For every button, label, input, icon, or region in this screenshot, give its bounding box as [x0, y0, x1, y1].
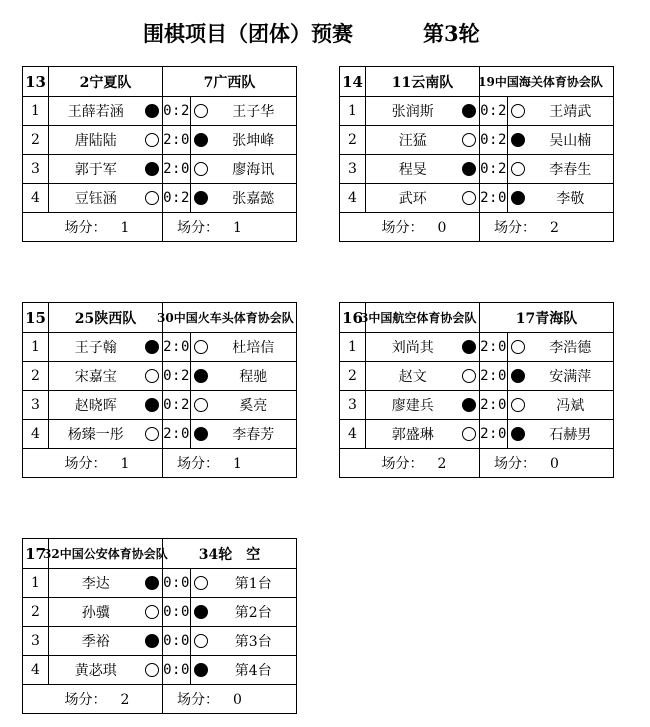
player-a: 王薛若涵	[49, 97, 143, 126]
player-b: 第1台	[211, 569, 297, 598]
board-row	[340, 391, 614, 420]
board-number: 1	[23, 333, 49, 362]
board-number: 3	[23, 155, 49, 184]
points-a-label: 场分：	[64, 456, 107, 472]
team-a-name	[366, 67, 480, 97]
points-b	[480, 213, 614, 242]
points-a-value: 0	[437, 220, 447, 236]
stone-b-cell	[191, 627, 211, 656]
stone-a-cell	[143, 656, 163, 685]
points-b-label: 场分：	[494, 456, 537, 472]
points-a-value: 2	[120, 692, 130, 708]
white-stone-icon	[511, 162, 525, 176]
player-b: 廖海讯	[211, 155, 297, 184]
board-score: 0:0	[163, 598, 191, 627]
player-a: 赵文	[366, 362, 460, 391]
stone-b-cell	[508, 420, 528, 449]
white-stone-icon	[462, 191, 476, 205]
white-stone-icon	[194, 576, 208, 590]
team-b-name	[480, 67, 614, 97]
stone-a-cell	[143, 362, 163, 391]
black-stone-icon	[145, 162, 159, 176]
team-b-label: 7广西队	[203, 74, 256, 91]
team-a-label: 11云南队	[391, 74, 454, 91]
player-b: 第4台	[211, 656, 297, 685]
black-stone-icon	[145, 340, 159, 354]
board-row	[23, 569, 297, 598]
points-a	[49, 685, 163, 714]
stone-b-cell	[191, 656, 211, 685]
white-stone-icon	[511, 398, 525, 412]
table-number: 15	[23, 303, 49, 333]
white-stone-icon	[194, 104, 208, 118]
black-stone-icon	[194, 369, 208, 383]
board-number: 1	[340, 333, 366, 362]
stone-a-cell	[143, 391, 163, 420]
stone-b-cell	[191, 420, 211, 449]
player-a: 杨臻一彤	[49, 420, 143, 449]
stone-b-cell	[191, 362, 211, 391]
player-a: 王子翰	[49, 333, 143, 362]
match-table	[339, 302, 613, 476]
stone-b-cell	[191, 97, 211, 126]
white-stone-icon	[145, 427, 159, 441]
table-number: 13	[23, 67, 49, 97]
stone-b-cell	[508, 362, 528, 391]
board-row	[23, 420, 297, 449]
points-spacer	[340, 449, 366, 478]
white-stone-icon	[145, 133, 159, 147]
board-score: 0:2	[163, 362, 191, 391]
table-number: 16	[340, 303, 366, 333]
board-row	[23, 391, 297, 420]
white-stone-icon	[145, 605, 159, 619]
player-a: 汪猛	[366, 126, 460, 155]
points-b-value: 1	[233, 456, 242, 472]
table-number: 17	[23, 539, 49, 569]
team-b-name	[480, 303, 614, 333]
points-b	[163, 213, 297, 242]
black-stone-icon	[194, 605, 208, 619]
player-b: 张嘉懿	[211, 184, 297, 213]
table-number: 14	[340, 67, 366, 97]
player-b: 吴山楠	[528, 126, 614, 155]
black-stone-icon	[194, 133, 208, 147]
player-a: 赵晓晖	[49, 391, 143, 420]
player-b: 奚亮	[211, 391, 297, 420]
stone-a-cell	[460, 97, 480, 126]
points-row	[340, 449, 614, 478]
player-a: 孙骥	[49, 598, 143, 627]
stone-a-cell	[143, 184, 163, 213]
team-b-label: 30中国火车头体育协会队	[157, 311, 294, 325]
points-a-label: 场分：	[381, 220, 424, 236]
player-b: 李敬	[528, 184, 614, 213]
black-stone-icon	[462, 340, 476, 354]
board-row	[340, 333, 614, 362]
points-spacer	[23, 213, 49, 242]
board-score: 2:0	[163, 420, 191, 449]
board-number: 4	[23, 184, 49, 213]
board-number: 2	[23, 362, 49, 391]
board-row	[340, 126, 614, 155]
black-stone-icon	[511, 191, 525, 205]
team-a-name	[43, 539, 168, 569]
board-number: 1	[340, 97, 366, 126]
team-a-name	[49, 67, 163, 97]
board-row	[23, 97, 297, 126]
black-stone-icon	[194, 191, 208, 205]
team-a-label: 2宁夏队	[79, 74, 132, 91]
player-a: 张润斯	[366, 97, 460, 126]
points-a	[49, 449, 163, 478]
player-b: 冯斌	[528, 391, 614, 420]
stone-b-cell	[191, 569, 211, 598]
stone-b-cell	[508, 333, 528, 362]
stone-b-cell	[191, 184, 211, 213]
black-stone-icon	[511, 133, 525, 147]
points-a-label: 场分：	[381, 456, 424, 472]
stone-a-cell	[460, 362, 480, 391]
title-round: 第3轮	[423, 21, 480, 46]
black-stone-icon	[462, 398, 476, 412]
black-stone-icon	[194, 427, 208, 441]
player-b: 第2台	[211, 598, 297, 627]
board-number: 3	[23, 627, 49, 656]
points-a-label: 场分：	[64, 692, 107, 708]
match-table	[339, 66, 613, 240]
points-a	[366, 213, 480, 242]
match-table	[22, 66, 296, 240]
points-a-value: 1	[120, 220, 130, 236]
board-score: 2:0	[163, 126, 191, 155]
white-stone-icon	[511, 104, 525, 118]
black-stone-icon	[194, 663, 208, 677]
board-score: 0:2	[163, 391, 191, 420]
board-score: 0:0	[163, 569, 191, 598]
points-a-label: 场分：	[64, 220, 107, 236]
stone-b-cell	[191, 598, 211, 627]
stone-a-cell	[460, 391, 480, 420]
board-score: 2:0	[480, 184, 508, 213]
team-a-label: 3中国航空体育协会队	[360, 311, 477, 325]
player-b: 第3台	[211, 627, 297, 656]
player-b: 张坤峰	[211, 126, 297, 155]
player-b: 李浩德	[528, 333, 614, 362]
points-b-label: 场分：	[177, 692, 220, 708]
white-stone-icon	[462, 133, 476, 147]
points-a-value: 1	[120, 456, 130, 472]
stone-a-cell	[460, 155, 480, 184]
stone-a-cell	[143, 155, 163, 184]
points-spacer	[23, 685, 49, 714]
player-b: 安满萍	[528, 362, 614, 391]
stone-b-cell	[191, 391, 211, 420]
white-stone-icon	[194, 340, 208, 354]
white-stone-icon	[194, 634, 208, 648]
white-stone-icon	[194, 162, 208, 176]
player-a: 宋嘉宝	[49, 362, 143, 391]
team-b-name	[163, 67, 297, 97]
points-a	[49, 213, 163, 242]
board-score: 0:2	[480, 97, 508, 126]
player-b: 李春生	[528, 155, 614, 184]
points-spacer	[340, 213, 366, 242]
team-b-name	[163, 539, 297, 569]
stone-a-cell	[460, 420, 480, 449]
board-score: 0:0	[163, 656, 191, 685]
black-stone-icon	[462, 162, 476, 176]
stone-b-cell	[191, 126, 211, 155]
team-a-label: 25陕西队	[74, 310, 137, 327]
player-a: 郭于军	[49, 155, 143, 184]
player-a: 廖建兵	[366, 391, 460, 420]
board-row	[23, 598, 297, 627]
board-row	[340, 362, 614, 391]
points-row	[23, 213, 297, 242]
board-row	[23, 627, 297, 656]
black-stone-icon	[145, 104, 159, 118]
match-table	[22, 302, 296, 476]
points-b-value: 0	[550, 456, 559, 472]
white-stone-icon	[145, 369, 159, 383]
points-b-label: 场分：	[494, 220, 537, 236]
board-score: 0:2	[163, 184, 191, 213]
player-a: 郭盛琳	[366, 420, 460, 449]
board-number: 1	[23, 97, 49, 126]
black-stone-icon	[462, 104, 476, 118]
board-number: 3	[340, 391, 366, 420]
board-row	[23, 184, 297, 213]
stone-b-cell	[508, 155, 528, 184]
board-number: 2	[340, 126, 366, 155]
match-table	[22, 538, 296, 712]
board-row	[340, 184, 614, 213]
black-stone-icon	[511, 427, 525, 441]
player-b: 杜培信	[211, 333, 297, 362]
points-row	[340, 213, 614, 242]
points-b	[480, 449, 614, 478]
title-main: 围棋项目（团体）预赛	[143, 21, 353, 46]
board-row	[340, 97, 614, 126]
points-b-label: 场分：	[177, 220, 219, 236]
team-b-label: 19中国海关体育协会队	[478, 75, 603, 89]
board-row	[23, 126, 297, 155]
stone-a-cell	[460, 184, 480, 213]
stone-a-cell	[143, 97, 163, 126]
points-spacer	[23, 449, 49, 478]
white-stone-icon	[194, 398, 208, 412]
player-b: 程驰	[211, 362, 297, 391]
board-row	[23, 155, 297, 184]
board-number: 2	[23, 598, 49, 627]
stone-a-cell	[460, 126, 480, 155]
stone-a-cell	[143, 126, 163, 155]
stone-a-cell	[143, 598, 163, 627]
stone-b-cell	[508, 184, 528, 213]
team-b-label: 34轮 空	[198, 546, 261, 563]
stone-b-cell	[508, 391, 528, 420]
board-number: 3	[340, 155, 366, 184]
player-a: 唐陆陆	[49, 126, 143, 155]
black-stone-icon	[145, 576, 159, 590]
board-number: 4	[23, 420, 49, 449]
black-stone-icon	[145, 398, 159, 412]
points-a	[366, 449, 480, 478]
points-row	[23, 449, 297, 478]
team-b-name	[157, 303, 297, 333]
white-stone-icon	[145, 191, 159, 205]
stone-a-cell	[143, 569, 163, 598]
board-score: 2:0	[480, 333, 508, 362]
board-score: 0:0	[163, 627, 191, 656]
points-b-value: 0	[233, 692, 242, 708]
stone-b-cell	[508, 97, 528, 126]
board-score: 2:0	[163, 333, 191, 362]
player-a: 黄苾琪	[49, 656, 143, 685]
player-a: 刘尚其	[366, 333, 460, 362]
stone-a-cell	[143, 627, 163, 656]
player-b: 王子华	[211, 97, 297, 126]
black-stone-icon	[511, 369, 525, 383]
points-b	[163, 449, 297, 478]
board-number: 2	[340, 362, 366, 391]
board-row	[340, 420, 614, 449]
player-a: 武环	[366, 184, 460, 213]
board-row	[23, 362, 297, 391]
board-row	[23, 656, 297, 685]
points-b-label: 场分：	[177, 456, 220, 472]
white-stone-icon	[462, 427, 476, 441]
player-a: 季裕	[49, 627, 143, 656]
black-stone-icon	[145, 634, 159, 648]
board-score: 2:0	[480, 391, 508, 420]
player-b: 李春芳	[211, 420, 297, 449]
board-number: 4	[340, 184, 366, 213]
board-score: 2:0	[480, 362, 508, 391]
board-score: 2:0	[163, 155, 191, 184]
white-stone-icon	[462, 369, 476, 383]
stone-b-cell	[508, 126, 528, 155]
board-number: 4	[23, 656, 49, 685]
white-stone-icon	[511, 340, 525, 354]
player-a: 程旻	[366, 155, 460, 184]
points-b	[163, 685, 297, 714]
board-score: 0:2	[163, 97, 191, 126]
stone-a-cell	[460, 333, 480, 362]
points-row	[23, 685, 297, 714]
player-b: 石赫男	[528, 420, 614, 449]
board-number: 2	[23, 126, 49, 155]
board-number: 1	[23, 569, 49, 598]
team-a-label: 32中国公安体育协会队	[43, 547, 168, 561]
board-number: 4	[340, 420, 366, 449]
stone-a-cell	[143, 420, 163, 449]
board-number: 3	[23, 391, 49, 420]
team-a-name	[360, 303, 480, 333]
board-row	[23, 333, 297, 362]
board-score: 0:2	[480, 155, 508, 184]
board-score: 0:2	[480, 126, 508, 155]
player-a: 豆钰涵	[49, 184, 143, 213]
team-a-name	[49, 303, 163, 333]
stone-a-cell	[143, 333, 163, 362]
stone-b-cell	[191, 333, 211, 362]
board-score: 2:0	[480, 420, 508, 449]
player-b: 王靖武	[528, 97, 614, 126]
stone-b-cell	[191, 155, 211, 184]
white-stone-icon	[145, 663, 159, 677]
points-a-value: 2	[437, 456, 447, 472]
player-a: 李达	[49, 569, 143, 598]
board-row	[340, 155, 614, 184]
team-b-label: 17青海队	[515, 310, 578, 327]
points-b-value: 2	[550, 220, 559, 236]
points-b-value: 1	[233, 220, 242, 236]
